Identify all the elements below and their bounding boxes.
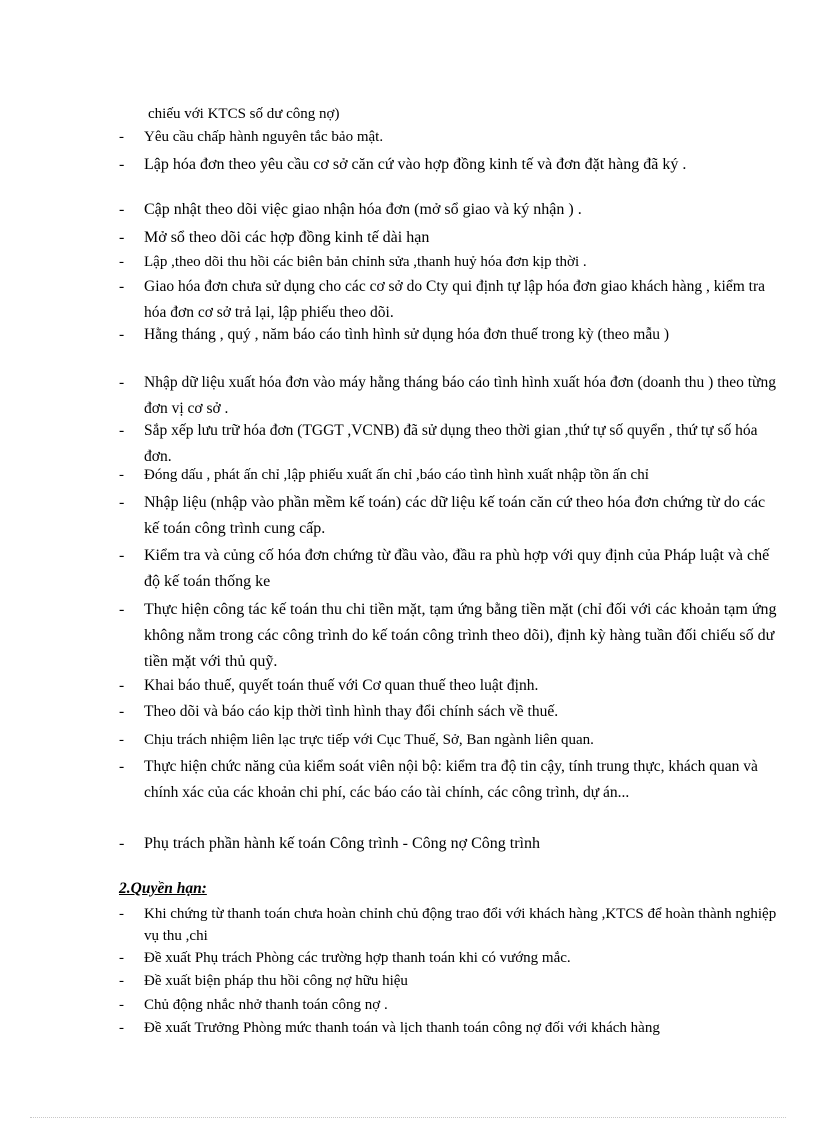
- bullet-dash: -: [119, 950, 124, 966]
- bullet-dash: -: [119, 997, 124, 1013]
- bullet-dash: -: [119, 732, 124, 748]
- bullet-dash: -: [119, 835, 125, 852]
- bullet-dash: -: [119, 254, 124, 270]
- duties-item-text: Yêu cầu chấp hành nguyên tắc bảo mật.: [144, 129, 384, 145]
- bullet-dash: -: [119, 1020, 124, 1036]
- duties-item-text: Khai báo thuế, quyết toán thuế với Cơ quan thuế theo luật định.: [144, 677, 539, 694]
- continuation-line: chiếu với KTCS số dư công nợ): [148, 106, 340, 122]
- bullet-dash: -: [119, 278, 125, 295]
- duties-item: [119, 418, 784, 470]
- duties-item-text: Nhập liệu (nhập vào phần mềm kế toán) các dữ liệu kế toán căn cứ theo hóa đơn chứng từ do các kế toán công trình cung cấp.: [144, 494, 766, 537]
- bullet-dash: -: [119, 467, 124, 483]
- duties-item-text: Hằng tháng , quý , năm báo cáo tình hình sử dụng hóa đơn thuế trong kỳ (theo mẫu ): [144, 326, 669, 343]
- duties-item: [119, 597, 784, 675]
- duties-item-text: Cập nhật theo dõi việc giao nhận hóa đơn (mở sổ giao và ký nhận ) .: [144, 201, 582, 218]
- duties-item-text: Phụ trách phần hành kế toán Công trình - Công nợ Công trình: [144, 835, 540, 852]
- authority-item: [119, 995, 784, 1015]
- duties-item: [119, 370, 784, 422]
- section-heading-authority: 2.Quyền hạn:: [119, 880, 207, 897]
- bullet-dash: -: [119, 422, 125, 439]
- bullet-dash: -: [119, 201, 125, 218]
- bullet-dash: -: [119, 494, 125, 511]
- duties-item: [119, 252, 784, 272]
- duties-item-text: Chịu trách nhiệm liên lạc trực tiếp với Cục Thuế, Sở, Ban ngành liên quan.: [144, 732, 594, 748]
- duties-item: [119, 465, 784, 485]
- authority-item-text: Chủ động nhắc nhở thanh toán công nợ .: [144, 997, 388, 1013]
- authority-item: [119, 903, 784, 947]
- duties-item: [119, 228, 784, 248]
- duties-item-text: Thực hiện công tác kế toán thu chi tiền mặt, tạm ứng bằng tiền mặt (chỉ đối với các khoản tạm ứng không nằm trong các công trình do kế toán công trình theo dõi), định kỳ hàng tuần đối chiếu số dư tiền mặt với thủ quỹ.: [144, 601, 777, 670]
- bullet-dash: -: [119, 374, 125, 391]
- duties-item: [119, 153, 784, 177]
- bullet-dash: -: [119, 601, 125, 618]
- duties-item: [119, 200, 784, 220]
- duties-item: [119, 676, 784, 696]
- bullet-dash: -: [119, 129, 124, 145]
- bullet-dash: -: [119, 677, 125, 694]
- duties-item-text: Sắp xếp lưu trữ hóa đơn (TGGT ,VCNB) đã sử dụng theo thời gian ,thứ tự số quyển , thứ tự số hóa đơn.: [144, 422, 758, 465]
- bullet-dash: -: [119, 906, 124, 922]
- bullet-dash: -: [119, 156, 125, 173]
- duties-item-text: Giao hóa đơn chưa sử dụng cho các cơ sở do Cty qui định tự lập hóa đơn giao khách hàng , kiểm tra hóa đơn cơ sở trả lại, lập phiếu theo dõi.: [144, 278, 766, 321]
- duties-item-text: Lập ,theo dõi thu hồi các biên bản chỉnh sửa ,thanh huỷ hóa đơn kịp thời .: [144, 254, 587, 270]
- bullet-dash: -: [119, 703, 125, 720]
- duties-item: [119, 754, 784, 806]
- duties-item: [119, 730, 784, 750]
- authority-item: [119, 971, 784, 991]
- duties-item-text: Nhập dữ liệu xuất hóa đơn vào máy hằng tháng báo cáo tình hình xuất hóa đơn (doanh thu ) theo từng đơn vị cơ sở .: [144, 374, 776, 417]
- bullet-dash: -: [119, 326, 125, 343]
- authority-item: [119, 1018, 784, 1038]
- authority-item-text: Đề xuất biện pháp thu hồi công nợ hữu hiệu: [144, 973, 408, 989]
- authority-item-text: Đề xuất Phụ trách Phòng các trường hợp thanh toán khi có vướng mắc.: [144, 950, 571, 966]
- duties-item: [119, 322, 784, 348]
- bullet-dash: -: [119, 973, 124, 989]
- duties-item-text: Mở sổ theo dõi các hợp đồng kinh tế dài hạn: [144, 229, 430, 246]
- duties-item-text: Theo dõi và báo cáo kịp thời tình hình thay đổi chính sách về thuế.: [144, 703, 559, 720]
- authority-item-text: Khi chứng từ thanh toán chưa hoàn chỉnh chủ động trao đổi với khách hàng ,KTCS để hoàn thành nghiệp vụ thu ,chi: [144, 906, 777, 944]
- duties-item: [119, 274, 784, 326]
- duties-item: [119, 543, 784, 595]
- duties-item: [119, 834, 784, 854]
- duties-item: [119, 702, 784, 722]
- duties-item-text: Kiểm tra và củng cố hóa đơn chứng từ đầu vào, đầu ra phù hợp với quy định của Pháp luật và chế độ kế toán thống ke: [144, 547, 770, 590]
- bullet-dash: -: [119, 758, 125, 775]
- duties-item-text: Thực hiện chức năng của kiểm soát viên nội bộ: kiểm tra độ tin cậy, tính trung thực, khách quan và chính xác của các khoản chi phí, các báo cáo tài chính, các công trình, dự án...: [144, 758, 758, 801]
- duties-item: [119, 490, 784, 542]
- bullet-dash: -: [119, 229, 125, 246]
- duties-item-text: Lập hóa đơn theo yêu cầu cơ sở căn cứ vào hợp đồng kinh tế và đơn đặt hàng đã ký .: [144, 156, 687, 173]
- duties-item: [119, 127, 784, 147]
- duties-item-text: Đóng dấu , phát ấn chỉ ,lập phiếu xuất ấn chỉ ,báo cáo tình hình xuất nhập tồn ấn chỉ: [144, 467, 649, 483]
- bullet-dash: -: [119, 547, 125, 564]
- page-bottom-border: [30, 1117, 786, 1118]
- authority-item: [119, 948, 784, 968]
- authority-item-text: Đề xuất Trưởng Phòng mức thanh toán và lịch thanh toán công nợ đối với khách hàng: [144, 1020, 660, 1036]
